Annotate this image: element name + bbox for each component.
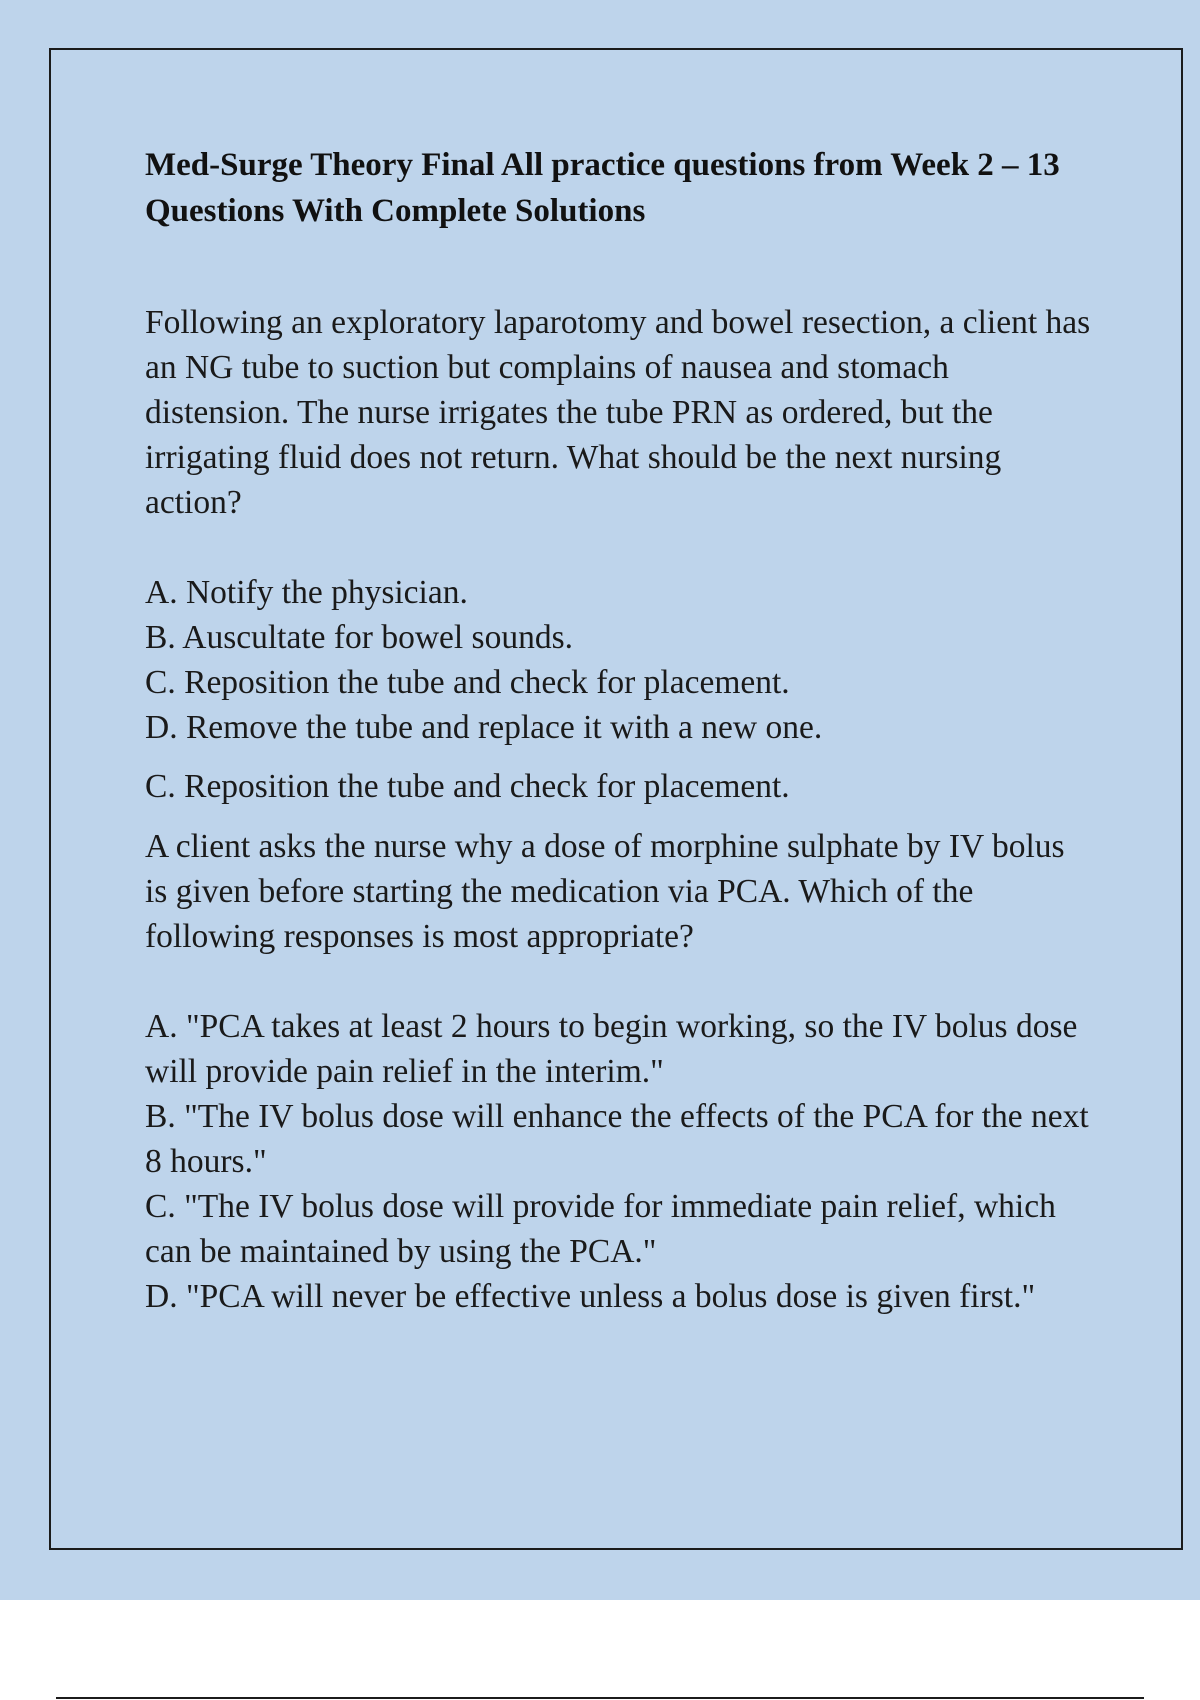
question-1-option-d: D. Remove the tube and replace it with a new one.: [145, 709, 823, 746]
question-2-option-a: A. "PCA takes at least 2 hours to begin working, so the IV bolus dose will provide pain relief in the interim.": [145, 1008, 1078, 1090]
footer-divider: [56, 1697, 1144, 1699]
question-2-option-b: B. "The IV bolus dose will enhance the effects of the PCA for the next 8 hours.": [145, 1098, 1089, 1180]
question-2-option-c: C. "The IV bolus dose will provide for immediate pain relief, which can be maintained by using the PCA.": [145, 1188, 1056, 1270]
question-2-options: [145, 1004, 1095, 1319]
question-1-options: [145, 570, 1095, 750]
document-content: [145, 142, 1095, 1319]
question-2-stem: A client asks the nurse why a dose of morphine sulphate by IV bolus is given before starting the medication via PCA. Which of the following responses is most appropriate?: [145, 828, 1065, 955]
question-2-option-d: D. "PCA will never be effective unless a bolus dose is given first.": [145, 1278, 1036, 1315]
question-1-stem: Following an exploratory laparotomy and bowel resection, a client has an NG tube to suction but complains of nausea and stomach distension. The nurse irrigates the tube PRN as ordered, but the irrigating fluid does not return. What should be the next nursing action?: [145, 304, 1091, 521]
question-1-option-c: C. Reposition the tube and check for placement.: [145, 664, 790, 701]
question-1-option-a: A. Notify the physician.: [145, 574, 468, 611]
document-title: Med-Surge Theory Final All practice questions from Week 2 – 13 Questions With Complete Solutions: [145, 147, 1060, 229]
question-1-option-b: B. Auscultate for bowel sounds.: [145, 619, 574, 656]
question-1-answer: C. Reposition the tube and check for placement.: [145, 768, 790, 805]
